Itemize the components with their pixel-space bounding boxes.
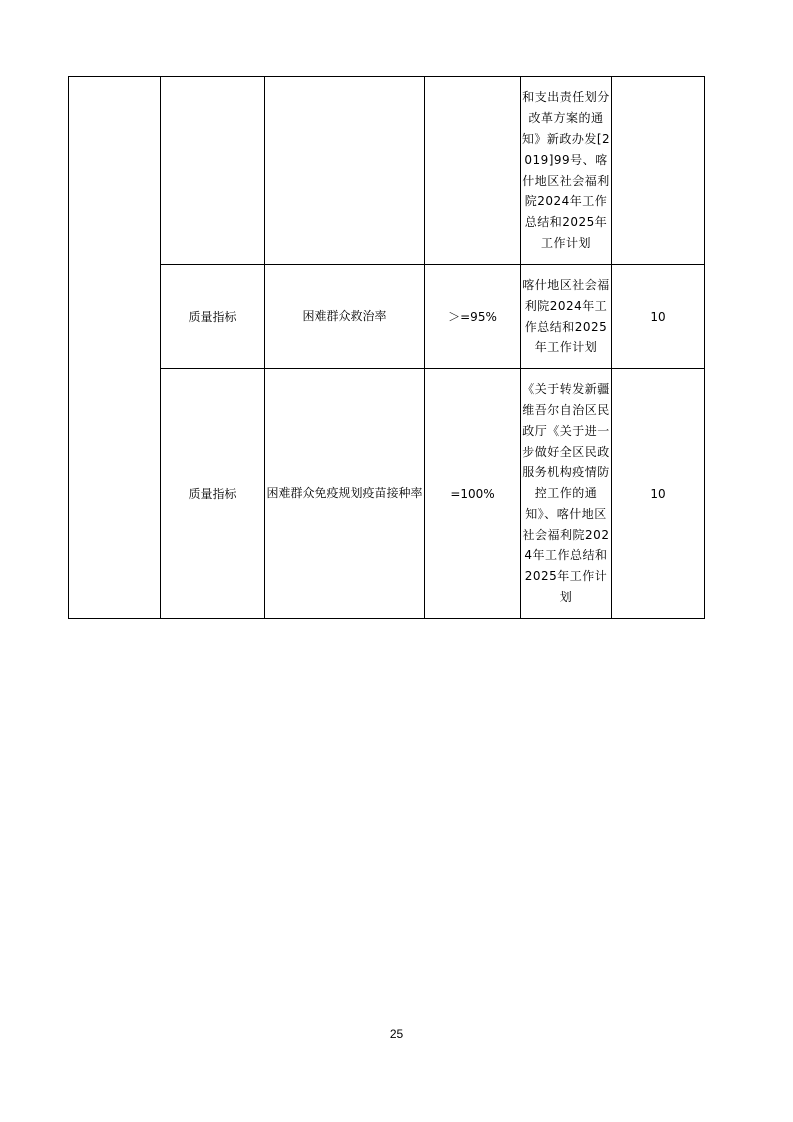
indicator-type-cell: 质量指标 xyxy=(161,265,265,369)
target-value-cell: =100% xyxy=(425,369,521,619)
target-value-cell xyxy=(425,77,521,265)
indicator-name-cell: 困难群众救治率 xyxy=(265,265,425,369)
page-number: 25 xyxy=(389,1027,404,1041)
score-cell: 10 xyxy=(612,265,705,369)
indicator-name-cell xyxy=(265,77,425,265)
category-cell xyxy=(69,77,161,619)
score-cell xyxy=(612,77,705,265)
basis-text: 喀什地区社会福利院2024年工作总结和2025年工作计划 xyxy=(522,277,610,355)
basis-cell xyxy=(521,265,612,369)
target-value-cell: ＞=95% xyxy=(425,265,521,369)
indicator-type-cell xyxy=(161,77,265,265)
score-cell: 10 xyxy=(612,369,705,619)
indicator-type-cell: 质量指标 xyxy=(161,369,265,619)
basis-cell xyxy=(521,77,612,265)
basis-text: 《关于转发新疆维吾尔自治区民政厅《关于进一步做好全区民政服务机构疫情防控工作的通知》、喀什地区社会福利院2024年工作总结和2025年工作计划 xyxy=(522,382,610,605)
table-row xyxy=(69,77,705,265)
performance-indicator-table xyxy=(68,76,705,619)
indicator-name-cell: 困难群众免疫规划疫苗接种率 xyxy=(265,369,425,619)
table-row xyxy=(69,369,705,619)
table-row xyxy=(69,265,705,369)
basis-text: 和支出责任划分改革方案的通知》新政办发[2019]99号、喀什地区社会福利院2024年工作总结和2025年工作计划 xyxy=(521,90,611,250)
basis-cell xyxy=(521,369,612,619)
